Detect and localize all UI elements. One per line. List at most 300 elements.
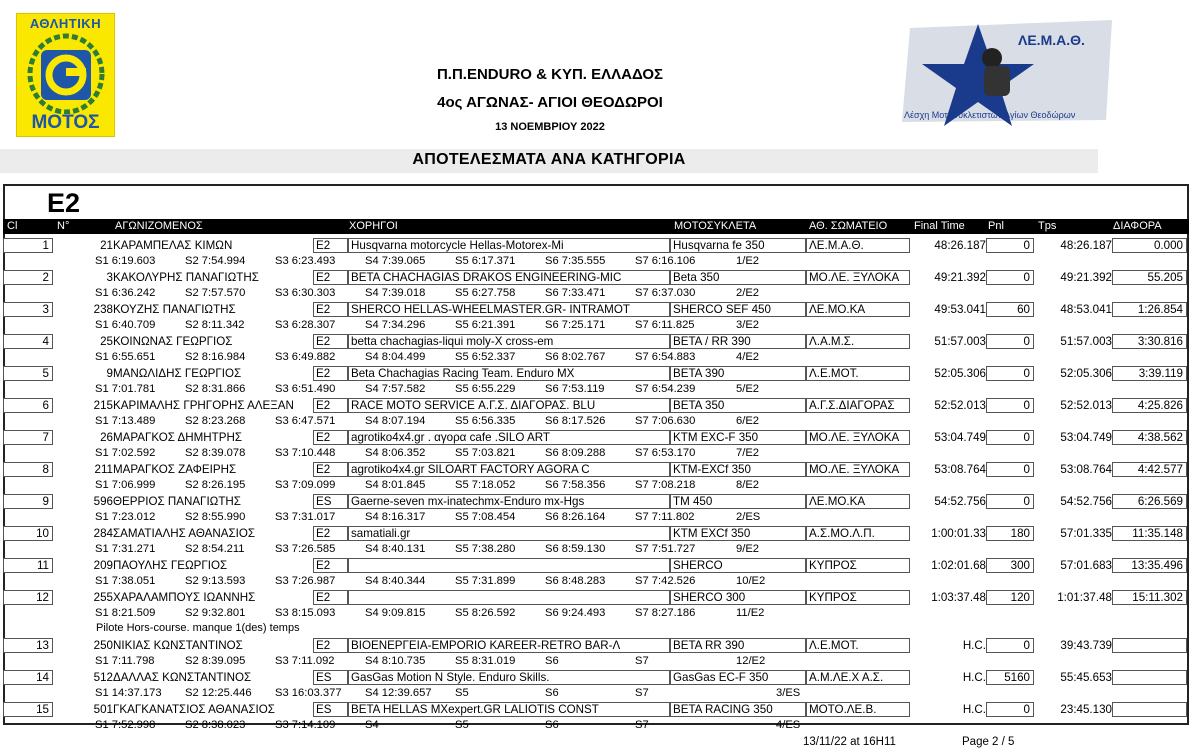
rider-name: ΧΑΡΑΛΑΜΠΟΥΣ ΙΩΑΝΝΗΣ [113, 591, 256, 604]
laurel-wreath-icon [27, 32, 105, 114]
category-position: 6/E2 [736, 415, 760, 427]
penalty: 0 [986, 638, 1034, 653]
final-time: 49:53.041 [934, 303, 986, 316]
time-difference: 1:26.854 [1112, 302, 1187, 317]
splits-row [3, 382, 1189, 397]
rider-bike: KTM-EXCf 350 [670, 462, 806, 477]
split-time: S4 8:10.735 [365, 655, 426, 667]
table-row [3, 430, 1189, 445]
athlitiki-motos-logo [16, 13, 115, 137]
final-time: 1:03:37.48 [931, 591, 986, 604]
split-time: S7 [635, 687, 649, 699]
class-position: 8 [3, 462, 53, 477]
split-time: S4 7:34.296 [365, 319, 426, 331]
penalty: 180 [986, 526, 1034, 541]
split-time: S1 7:38.051 [95, 575, 156, 587]
final-time: 49:21.392 [934, 271, 986, 284]
rider-name: ΔΑΛΛΑΣ ΚΩΝΣΤΑΝΤΙΝΟΣ [113, 671, 252, 684]
split-time: S4 8:40.344 [365, 575, 426, 587]
split-time: S4 7:57.582 [365, 383, 426, 395]
rider-name: ΝΙΚΙΑΣ ΚΩΝΣΤΑΝΤΙΝΟΣ [113, 639, 243, 652]
final-time: 1:02:01.68 [931, 559, 986, 572]
rider-number: 596 [93, 495, 113, 508]
split-time: S4 [365, 719, 379, 731]
penalty: 0 [986, 238, 1034, 253]
split-time: S7 8:27.186 [635, 607, 696, 619]
split-time: S3 7:10.448 [275, 447, 336, 459]
split-time: S4 8:06.352 [365, 447, 426, 459]
category-position: 10/E2 [736, 575, 766, 587]
penalty: 0 [986, 430, 1034, 445]
split-time: S1 8:21.509 [95, 607, 156, 619]
category-position: 11/E2 [736, 607, 765, 619]
split-time: S7 [635, 719, 649, 731]
split-time: S7 6:53.170 [635, 447, 696, 459]
table-row [3, 366, 1189, 381]
split-time: S7 6:37.030 [635, 287, 696, 299]
time-difference: 4:38.562 [1112, 430, 1187, 445]
split-time: S7 [635, 655, 649, 667]
split-time: S5 6:56.335 [455, 415, 516, 427]
split-time: S4 8:16.317 [365, 511, 426, 523]
rider-bike: KTM EXC-F 350 [670, 430, 806, 445]
split-time: S5 8:31.019 [455, 655, 516, 667]
split-time: S4 8:01.845 [365, 479, 426, 491]
rider-bike: BETA / RR 390 [670, 334, 806, 349]
rider-bike: TM 450 [670, 494, 806, 509]
split-time: S6 7:33.471 [545, 287, 606, 299]
split-time: S4 9:09.815 [365, 607, 426, 619]
split-time: S1 7:52.998 [95, 719, 156, 731]
penalty: 0 [986, 494, 1034, 509]
rider-bike: Husqvarna fe 350 [670, 238, 806, 253]
split-time: S6 8:59.130 [545, 543, 606, 555]
category-position: 3/E2 [736, 319, 760, 331]
championship-title: Π.Π.ENDURO & ΚΥΠ. ΕΛΛΑΔΟΣ [436, 66, 664, 83]
total-time: 52:05.306 [1060, 367, 1112, 380]
table-row [3, 670, 1189, 685]
rider-category: E2 [313, 558, 348, 573]
split-time: S5 7:03.821 [455, 447, 516, 459]
penalty: 120 [986, 590, 1034, 605]
rider-number: 26 [100, 431, 113, 444]
total-time: 51:57.003 [1060, 335, 1112, 348]
time-difference: 13:35.496 [1112, 558, 1187, 573]
rider-number: 250 [93, 639, 113, 652]
penalty: 5160 [986, 670, 1034, 685]
rider-sponsors: BETA CHACHAGIAS DRAKOS ENGINEERING-MIC [348, 270, 670, 285]
split-time: S6 8:48.283 [545, 575, 606, 587]
split-time: S6 [545, 719, 559, 731]
col-diff: ΔΙΑΦΟΡΑ [1113, 220, 1162, 232]
table-row [3, 590, 1189, 605]
rider-sponsors: betta chachagias-liqui moly-X cross-em [348, 334, 670, 349]
split-time: S1 7:11.798 [95, 655, 155, 667]
rider-club: ΜΟΤΟ.ΛΕ.Β. [806, 702, 910, 717]
splits-row [3, 318, 1189, 333]
split-time: S7 7:42.526 [635, 575, 696, 587]
penalty: 0 [986, 702, 1034, 717]
split-time: S4 8:07.194 [365, 415, 426, 427]
category-title: E2 [47, 188, 81, 218]
split-time: S3 6:51.490 [275, 383, 336, 395]
split-time: S2 8:39.095 [185, 655, 246, 667]
rider-club: Λ.Ε.ΜΟΤ. [806, 638, 910, 653]
category-position: 4/ES [776, 719, 801, 731]
section-title: ΑΠΟΤΕΛΕΣΜΑΤΑ ΑΝΑ ΚΑΤΗΓΟΡΙΑ [412, 151, 686, 168]
split-time: S4 8:40.131 [365, 543, 426, 555]
splits-row [3, 574, 1189, 589]
class-position: 4 [3, 334, 53, 349]
split-time: S3 7:09.099 [275, 479, 336, 491]
splits-row [3, 350, 1189, 365]
split-time: S7 6:54.883 [635, 351, 696, 363]
rider-category: E2 [313, 430, 348, 445]
split-time: S6 [545, 655, 559, 667]
total-time: 48:26.187 [1060, 239, 1112, 252]
rider-sponsors [348, 558, 670, 573]
split-time: S5 6:27.758 [455, 287, 516, 299]
rider-club: Α.Γ.Σ.ΔΙΑΓΟΡΑΣ [806, 398, 910, 413]
rider-category: ES [313, 494, 348, 509]
split-time: S2 7:54.994 [185, 255, 246, 267]
time-difference: 6:26.569 [1112, 494, 1187, 509]
rider-club: ΜΟ.ΛΕ. ΞΥΛΟΚΑ [806, 270, 910, 285]
rider-club: Α.Σ.ΜΟ.Λ.Π. [806, 526, 910, 541]
total-time: 49:21.392 [1060, 271, 1112, 284]
time-difference: 4:25.826 [1112, 398, 1187, 413]
category-position: 2/ES [736, 511, 761, 523]
final-time: 52:05.306 [934, 367, 986, 380]
lemath-logo [900, 16, 1118, 128]
col-rider: ΑΓΩΝΙΖΟΜΕΝΟΣ [115, 220, 203, 232]
rider-category: ES [313, 670, 348, 685]
rider-category: E2 [313, 526, 348, 541]
rider-name: ΜΑΝΩΛΙΔΗΣ ΓΕΩΡΓΙΟΣ [113, 367, 242, 380]
split-time: S2 8:54.211 [185, 543, 245, 555]
time-difference [1112, 638, 1187, 653]
split-time: S3 16:03.377 [275, 687, 342, 699]
split-time: S5 7:31.899 [455, 575, 516, 587]
class-position: 1 [3, 238, 53, 253]
split-time: S3 7:26.987 [275, 575, 336, 587]
rider-club: ΚΥΠΡΟΣ [806, 558, 910, 573]
penalty: 0 [986, 366, 1034, 381]
splits-row [3, 446, 1189, 461]
rider-number: 25 [100, 335, 113, 348]
category-position: 9/E2 [736, 543, 760, 555]
split-time: S5 [455, 719, 469, 731]
splits-row [3, 606, 1189, 621]
rider-note: Pilote Hors-course. manque 1(des) temps [96, 622, 300, 634]
final-time: 53:08.764 [934, 463, 986, 476]
print-timestamp: 13/11/22 at 16H11 [803, 736, 896, 748]
split-time: S5 6:21.391 [455, 319, 516, 331]
rider-category: E2 [313, 462, 348, 477]
total-time: 1:01:37.48 [1057, 591, 1112, 604]
table-row [3, 302, 1189, 317]
split-time: S7 6:11.825 [635, 319, 695, 331]
logo-right-subtitle: Λέσχη Μοτοσυκλετιστών Αγίων Θεοδώρων [904, 110, 1076, 120]
time-difference: 55.205 [1112, 270, 1187, 285]
rider-category: E2 [313, 238, 348, 253]
split-time: S4 8:04.499 [365, 351, 426, 363]
page-number: Page 2 / 5 [962, 736, 1015, 748]
split-time: S1 7:13.489 [95, 415, 156, 427]
rider-sponsors: BETA HELLAS MXexpert.GR LALIOTIS CONST [348, 702, 670, 717]
class-position: 7 [3, 430, 53, 445]
split-time: S5 6:52.337 [455, 351, 516, 363]
split-time: S3 6:28.307 [275, 319, 336, 331]
split-time: S3 7:14.109 [275, 719, 336, 731]
split-time: S6 7:53.119 [545, 383, 605, 395]
rider-category: E2 [313, 334, 348, 349]
split-time: S6 8:09.288 [545, 447, 606, 459]
rider-number: 255 [93, 591, 113, 604]
final-time: H.C. [962, 703, 986, 716]
rider-number: 3 [106, 271, 113, 284]
rider-club: ΚΥΠΡΟΣ [806, 590, 910, 605]
rider-sponsors: SHERCO HELLAS-WHEELMASTER.GR- INTRAMOT [348, 302, 670, 317]
category-position: 1/E2 [736, 255, 760, 267]
rider-club: ΜΟ.ΛΕ. ΞΥΛΟΚΑ [806, 462, 910, 477]
splits-row [3, 654, 1189, 669]
rider-name: ΜΑΡΑΓΚΟΣ ΖΑΦΕΙΡΗΣ [113, 463, 237, 476]
category-position: 7/E2 [736, 447, 760, 459]
splits-row [3, 414, 1189, 429]
split-time: S5 7:08.454 [455, 511, 516, 523]
split-time: S2 8:39.078 [185, 447, 246, 459]
split-time: S3 7:26.585 [275, 543, 336, 555]
total-time: 57:01.683 [1060, 559, 1112, 572]
class-position: 3 [3, 302, 53, 317]
time-difference [1112, 670, 1187, 685]
time-difference: 15:11.302 [1112, 590, 1187, 605]
rider-bike: SHERCO [670, 558, 806, 573]
split-time: S1 6:19.603 [95, 255, 156, 267]
logo-right-title: ΛΕ.Μ.Α.Θ. [1018, 32, 1085, 48]
logo-left-top-text: ΑΘΛΗΤΙΚΗ [29, 16, 102, 31]
class-position: 15 [3, 702, 53, 717]
rider-club: ΛΕ.ΜΟ.ΚΑ [806, 494, 910, 509]
col-final-time: Final Time [914, 220, 965, 232]
splits-row [3, 542, 1189, 557]
rider-number: 209 [93, 559, 113, 572]
total-time: 54:52.756 [1060, 495, 1112, 508]
rider-name: ΣΑΜΑΤΙΑΛΗΣ ΑΘΑΝΑΣΙΟΣ [113, 527, 256, 540]
table-row [3, 462, 1189, 477]
split-time: S7 7:51.727 [635, 543, 696, 555]
total-time: 52:52.013 [1060, 399, 1112, 412]
category-position: 5/E2 [736, 383, 760, 395]
split-time: S6 8:26.164 [545, 511, 606, 523]
table-row [3, 270, 1189, 285]
split-time: S2 9:13.593 [185, 575, 246, 587]
final-time: 53:04.749 [934, 431, 986, 444]
penalty: 0 [986, 334, 1034, 349]
split-time: S2 8:31.866 [185, 383, 246, 395]
total-time: 53:04.749 [1060, 431, 1112, 444]
split-time: S7 6:16.106 [635, 255, 696, 267]
split-time: S2 8:55.990 [185, 511, 246, 523]
splits-row [3, 254, 1189, 269]
rider-sponsors: ΒΙΟΕΝΕΡΓΕΙΑ-EMPORIO KAREER-RETRO BAR-Λ [348, 638, 670, 653]
split-time: S5 7:38.280 [455, 543, 516, 555]
time-difference: 3:39.119 [1112, 366, 1187, 381]
table-row [3, 494, 1189, 509]
rider-number: 211 [94, 463, 113, 476]
split-time: S2 12:25.446 [185, 687, 252, 699]
rider-number: 501 [93, 703, 113, 716]
time-difference: 11:35.148 [1112, 526, 1187, 541]
split-time: S7 6:54.239 [635, 383, 696, 395]
penalty: 0 [986, 462, 1034, 477]
category-position: 2/E2 [736, 287, 760, 299]
rider-number: 512 [93, 671, 113, 684]
rider-number: 215 [93, 399, 113, 412]
total-time: 23:45.130 [1060, 703, 1112, 716]
category-position: 12/E2 [736, 655, 766, 667]
rider-number: 284 [93, 527, 113, 540]
logo-left-bottom-text: ΜΟΤΟΣ [31, 112, 100, 133]
class-position: 12 [3, 590, 53, 605]
col-sponsors: ΧΟΡΗΓΟΙ [349, 220, 398, 232]
category-position: 3/ES [776, 687, 801, 699]
split-time: S2 7:57.570 [185, 287, 246, 299]
split-time: S4 12:39.657 [365, 687, 432, 699]
table-row [3, 334, 1189, 349]
rider-club: ΛΕ.Μ.Α.Θ. [806, 238, 910, 253]
final-time: 54:52.756 [934, 495, 986, 508]
rider-bike: SHERCO 300 [670, 590, 806, 605]
rider-number: 238 [93, 303, 113, 316]
class-position: 2 [3, 270, 53, 285]
time-difference: 3:30.816 [1112, 334, 1187, 349]
rider-bike: BETA RR 390 [670, 638, 806, 653]
rider-bike: BETA 390 [670, 366, 806, 381]
split-time: S6 7:58.356 [545, 479, 606, 491]
split-time: S2 9:32.801 [185, 607, 246, 619]
split-time: S2 8:23.268 [185, 415, 246, 427]
split-time: S3 7:31.017 [275, 511, 336, 523]
final-time: 1:00:01.33 [931, 527, 986, 540]
class-position: 5 [3, 366, 53, 381]
split-time: S4 7:39.065 [365, 255, 426, 267]
split-time: S1 6:36.242 [95, 287, 156, 299]
split-time: S6 7:25.171 [545, 319, 606, 331]
penalty: 60 [986, 302, 1034, 317]
rider-sponsors: GasGas Motion N Style. Enduro Skills. [348, 670, 670, 685]
class-position: 6 [3, 398, 53, 413]
table-row [3, 238, 1189, 253]
category-position: 4/E2 [736, 351, 760, 363]
rider-sponsors: RACE MOTO SERVICE Α.Γ.Σ. ΔΙΑΓΟΡΑΣ. BLU [348, 398, 670, 413]
rider-name: ΚΑΡΙΜΑΛΗΣ ΓΡΗΓΟΡΗΣ ΑΛΕΞΑΝ [113, 399, 294, 412]
rider-number: 9 [106, 367, 113, 380]
table-row [3, 702, 1189, 717]
col-no: N° [57, 220, 70, 232]
final-time: 52:52.013 [934, 399, 986, 412]
split-time: S6 7:35.555 [545, 255, 606, 267]
rider-bike: BETA RACING 350 [670, 702, 806, 717]
rider-club: Λ.Ε.ΜΟΤ. [806, 366, 910, 381]
col-bike: ΜΟΤΟΣΥΚΛΕΤΑ [674, 220, 757, 232]
rider-sponsors: Husqvarna motorcycle Hellas-Motorex-Mi [348, 238, 670, 253]
split-time: S2 8:16.984 [185, 351, 246, 363]
rider-club: ΛΕ.ΜΟ.ΚΑ [806, 302, 910, 317]
rider-name: ΓΚΑΓΚΑΝΑΤΣΙΟΣ ΑΘΑΝΑΣΙΟΣ [113, 703, 275, 716]
split-time: S1 6:40.709 [95, 319, 156, 331]
total-time: 39:43.739 [1060, 639, 1112, 652]
split-time: S7 7:06.630 [635, 415, 696, 427]
rider-name: ΘΕΡΡΙΟΣ ΠΑΝΑΓΙΩΤΗΣ [113, 495, 241, 508]
split-time: S6 9:24.493 [545, 607, 606, 619]
class-position: 10 [3, 526, 53, 541]
split-time: S5 7:18.052 [455, 479, 516, 491]
rider-name: ΠΑΟΥΛΗΣ ΓΕΩΡΓΙΟΣ [113, 559, 228, 572]
table-row [3, 526, 1189, 541]
split-time: S2 8:11.342 [185, 319, 245, 331]
class-position: 9 [3, 494, 53, 509]
rider-bike: KTM EXCf 350 [670, 526, 806, 541]
split-time: S7 7:11.802 [635, 511, 695, 523]
col-cl: Cl [7, 220, 18, 232]
split-time: S6 [545, 687, 559, 699]
event-date: 13 ΝΟΕΜΒΡΙΟΥ 2022 [495, 121, 605, 133]
splits-row [3, 286, 1189, 301]
col-pnl: Pnl [988, 220, 1004, 232]
split-time: S1 6:55.651 [95, 351, 156, 363]
split-time: S1 7:31.271 [95, 543, 156, 555]
final-time: 48:26.187 [934, 239, 986, 252]
total-time: 48:53.041 [1060, 303, 1112, 316]
class-position: 13 [3, 638, 53, 653]
split-time: S3 8:15.093 [275, 607, 336, 619]
class-position: 11 [3, 558, 53, 573]
total-time: 55:45.653 [1060, 671, 1112, 684]
rider-sponsors: agrotiko4x4.gr . αγορα cafe .SILO ART [348, 430, 670, 445]
split-time: S3 6:49.882 [275, 351, 336, 363]
rider-name: ΚΟΙΝΩΝΑΣ ΓΕΩΡΓΙΟΣ [113, 335, 233, 348]
rider-sponsors: Beta Chachagias Racing Team. Enduro MX [348, 366, 670, 381]
rider-name: ΚΑΡΑΜΠΕΛΑΣ ΚΙΜΩΝ [113, 239, 233, 252]
col-tps: Tps [1038, 220, 1057, 232]
split-time: S2 8:38.023 [185, 719, 246, 731]
rider-category: E2 [313, 638, 348, 653]
rider-sponsors: Gaerne-seven mx-inatechmx-Enduro mx-Hgs [348, 494, 670, 509]
split-time: S4 7:39.018 [365, 287, 426, 299]
split-time: S3 6:30.303 [275, 287, 336, 299]
rider-sponsors: samatiali.gr [348, 526, 670, 541]
table-header [3, 219, 1189, 234]
rider-name: ΚΟΥΖΗΣ ΠΑΝΑΓΙΩΤΗΣ [113, 303, 236, 316]
split-time: S1 7:02.592 [95, 447, 156, 459]
split-time: S5 [455, 687, 469, 699]
event-title: 4ος ΑΓΩΝΑΣ- ΑΓΙΟΙ ΘΕΟΔΩΡΟΙ [437, 94, 663, 111]
time-difference: 0.000 [1112, 238, 1187, 253]
split-time: S6 8:02.767 [545, 351, 606, 363]
split-time: S7 7:08.218 [635, 479, 696, 491]
splits-row [3, 718, 1189, 733]
rider-club: Λ.Α.Μ.Σ. [806, 334, 910, 349]
penalty: 0 [986, 270, 1034, 285]
rider-name: ΚΑΚΟΛΥΡΗΣ ΠΑΝΑΓΙΩΤΗΣ [113, 271, 259, 284]
split-time: S5 8:26.592 [455, 607, 516, 619]
table-row [3, 558, 1189, 573]
penalty: 0 [986, 398, 1034, 413]
split-time: S5 6:55.229 [455, 383, 516, 395]
category-position: 8/E2 [736, 479, 760, 491]
